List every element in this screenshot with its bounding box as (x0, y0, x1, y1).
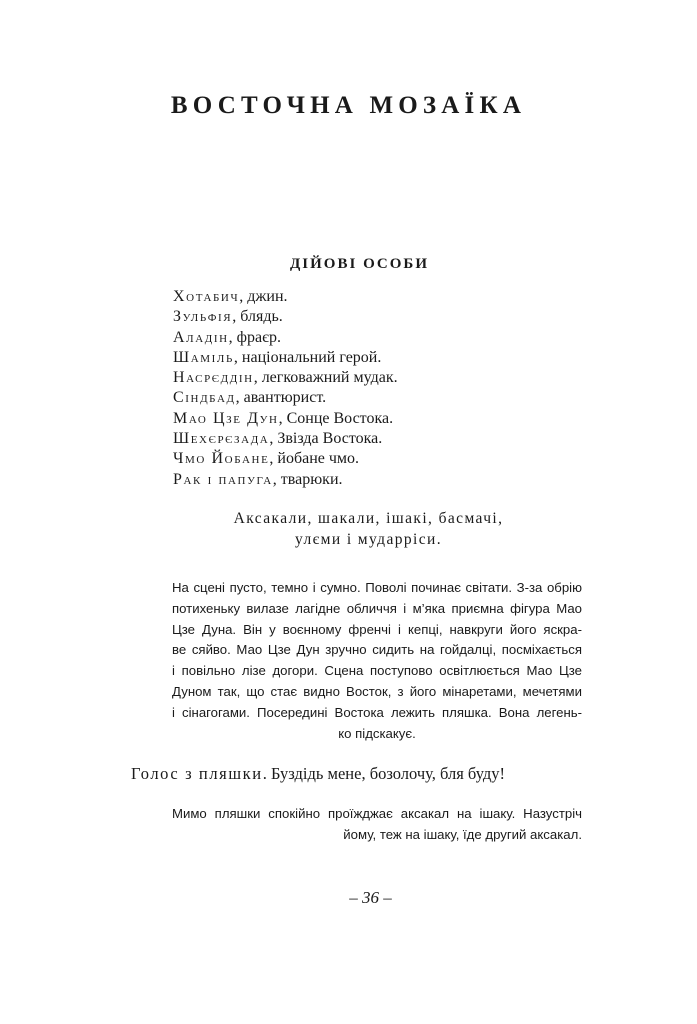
stage-direction-line: Дуном так, що стає видно Восток, з його мінаретами, мечетями (172, 683, 582, 699)
cast-item (173, 368, 553, 388)
dialogue-line (131, 764, 561, 784)
cast-name: Зульфія (173, 308, 233, 326)
cast-name: Чмо Йобане (173, 450, 270, 468)
stage-direction-line: Цзе Дуна. Він у воєнному френчі і кепці, навкруги його яскра- (172, 621, 582, 637)
stage-direction-line: На сцені пусто, темно і сумно. Поволі починає світати. З-за обрію (172, 580, 582, 595)
stage-direction (172, 804, 582, 846)
speaker-name: Голос з пляшки (131, 764, 263, 783)
cast-item (173, 328, 553, 348)
cast-desc: , фраєр. (228, 328, 282, 346)
cast-name: Сіндбад (173, 389, 236, 407)
cast-name: Мао Цзе Дун (173, 409, 279, 427)
cast-name: Шехєрєзада (173, 430, 270, 448)
cast-item (173, 307, 553, 327)
stage-direction-line: ве сяйво. Мао Цзе Дун зручно сидить на гойдалці, посміхається (172, 642, 582, 658)
cast-desc: , авантюрист. (235, 389, 327, 407)
stage-direction (172, 578, 582, 744)
cast-item (173, 470, 553, 490)
crowd-line: улєми і мударріси. (294, 530, 443, 548)
cast-name: Рак і папуга (173, 470, 273, 488)
cast-item (173, 287, 553, 307)
cast-desc: , національний герой. (233, 348, 382, 366)
cast-desc: , тварюки. (272, 470, 343, 488)
play-title: ВОСТОЧНА МОЗАЇКА (170, 92, 527, 119)
stage-direction-line: ко підскакує. (338, 725, 416, 741)
crowd-line: Аксакали, шакали, ішакі, басмачі, (233, 510, 504, 527)
crowd-cast (0, 509, 697, 550)
cast-item (173, 429, 553, 449)
stage-direction-line: потихеньку вилазе лагідне обличчя і м’яка приємна фігура Мао (172, 600, 582, 616)
page-number: – 36 – (349, 888, 392, 907)
cast-name: Хотабич (173, 288, 240, 305)
cast-list (173, 287, 553, 490)
cast-name: Аладін (173, 328, 229, 346)
cast-desc: , джин. (239, 288, 288, 305)
cast-item (173, 409, 553, 429)
cast-name: Насрєддін (173, 369, 254, 387)
cast-item (173, 388, 553, 408)
dialogue-text: . Буздідь мене, бозолочу, бля буду! (262, 764, 506, 783)
cast-desc: , Звізда Востока. (269, 430, 383, 448)
cast-item (173, 348, 553, 368)
stage-direction-line: і повільно лізе догори. Сцена поступово освітлюється Мао Цзе (172, 663, 582, 679)
cast-desc: , йобане чмо. (269, 450, 360, 468)
stage-direction-line: і сінагогами. Посередині Востока лежить пляшка. Вона легень- (172, 704, 582, 720)
cast-desc: , легковажний мудак. (253, 369, 398, 387)
cast-desc: , Сонце Востока. (278, 409, 394, 427)
cast-name: Шаміль (173, 348, 234, 366)
stage-direction-line: йому, теж на ішаку, їде другий аксакал. (343, 826, 582, 842)
stage-direction-line: Мимо пляшки спокійно проїжджає аксакал на ішаку. Назустріч (172, 806, 582, 821)
cast-heading: ДІЙОВІ ОСОБИ (289, 256, 430, 272)
cast-item (173, 449, 553, 469)
cast-desc: , блядь. (232, 308, 283, 326)
